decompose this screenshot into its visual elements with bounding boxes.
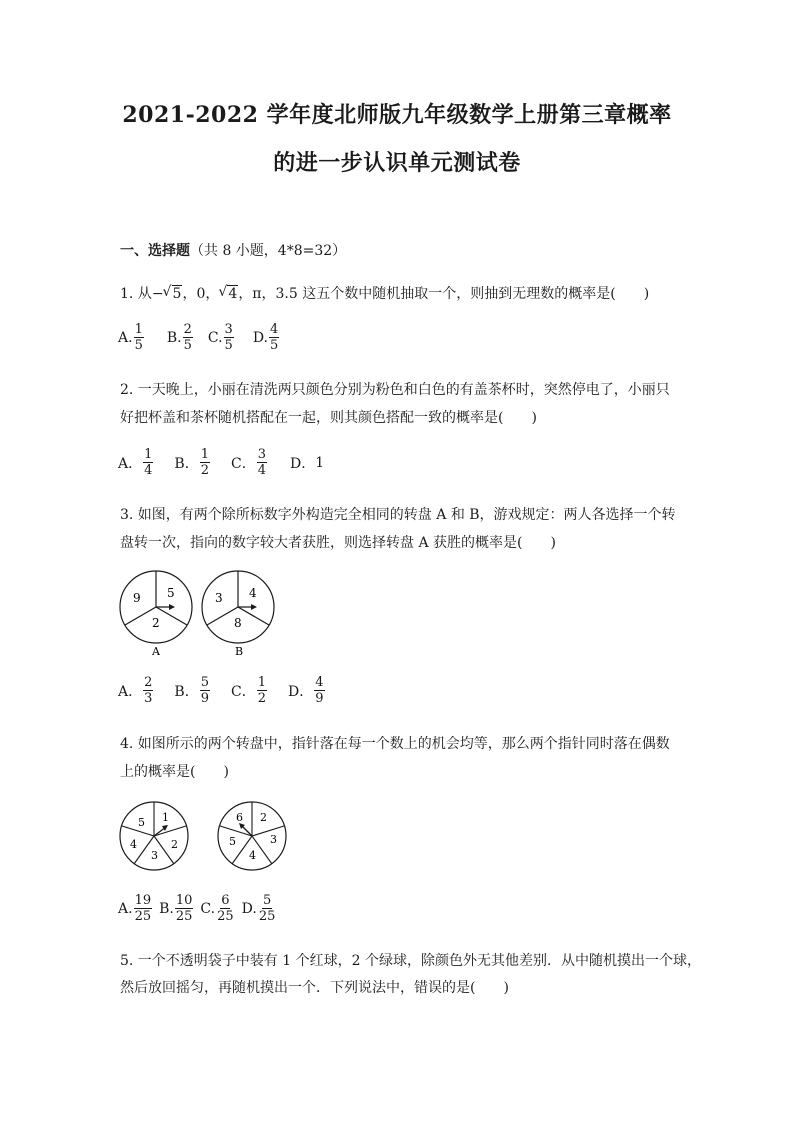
question-3-line2: 盘转一次，指向的数字较大者获胜，则选择转盘 A 获胜的概率是( ) — [120, 535, 556, 551]
question-2-line1: 2. 一天晚上，小丽在清洗两只颜色分别为粉色和白色的有盖茶杯时，突然停电了，小丽只 — [120, 382, 670, 398]
question-1-options — [118, 322, 280, 353]
q1-option-a[interactable]: A. $\frac{1}{5}$ — [118, 322, 143, 353]
spinner-left-num-3: 3 — [151, 849, 158, 862]
question-2-line2: 好把杯盖和茶杯随机搭配在一起，则其颜色搭配一致的概率是( ) — [120, 410, 537, 426]
spinner-left-num-5: 5 — [138, 816, 145, 829]
spinner-b — [202, 571, 274, 658]
spinner-a — [120, 571, 192, 658]
q1-rest: ，π，3.5 这五个数中随机抽取一个，则抽到无理数的概率是( ) — [238, 286, 650, 302]
spinner-right-num-4: 4 — [249, 849, 256, 862]
q3-option-a[interactable]: A． $\frac{2}{3}$ — [118, 675, 153, 706]
q2-option-b[interactable]: B． $\frac{1}{2}$ — [174, 447, 209, 478]
q3-option-b[interactable]: B． $\frac{5}{9}$ — [174, 675, 209, 706]
exam-title-line2: 的进一步认识单元测试卷 — [273, 150, 521, 176]
q1-minus: − — [151, 286, 164, 302]
spinner-a-num-9: 9 — [133, 591, 141, 605]
section-heading — [120, 240, 346, 260]
spinner-a-num-5: 5 — [167, 586, 175, 600]
question-2-options — [118, 447, 324, 478]
question-5-line2: 然后放回摇匀，再随机摸出一个．下列说法中，错误的是( ) — [120, 980, 509, 996]
exam-title-line1: 2021-2022 学年度北师版九年级数学上册第三章概率 — [122, 102, 672, 128]
spinner-right-num-5: 5 — [229, 835, 236, 848]
spinner-right-num-2: 2 — [260, 811, 267, 824]
q4-spinners-figure — [116, 796, 296, 880]
spinner-left-num-4: 4 — [130, 838, 137, 851]
q1-sqrt-4: √ 4 — [219, 286, 238, 302]
q4-option-c[interactable]: C. $\frac{6}{25}$ — [200, 893, 234, 924]
spinner-a-num-2: 2 — [152, 616, 160, 630]
spinner-left-num-2: 2 — [171, 838, 178, 851]
question-4-options — [118, 893, 277, 924]
q1-prefix: 1. 从 — [120, 286, 152, 302]
spinner-a-label: A — [152, 645, 160, 658]
q1-mid: ，0， — [182, 286, 220, 302]
q4-option-b[interactable]: B. $\frac{10}{25}$ — [159, 893, 193, 924]
spinner-left — [120, 802, 188, 870]
q4-option-a[interactable]: A. $\frac{19}{25}$ — [118, 893, 152, 924]
question-4-line2: 上的概率是( ) — [120, 764, 229, 780]
q3-option-d[interactable]: D． $\frac{4}{9}$ — [287, 675, 324, 706]
spinner-b-label: B — [235, 645, 244, 658]
section-title: 一、选择题 — [120, 243, 190, 259]
q1-option-c[interactable]: C. $\frac{3}{5}$ — [207, 322, 233, 353]
question-3-options — [118, 675, 326, 706]
spinner-b-num-4: 4 — [249, 586, 257, 600]
q3-spinners-figure — [115, 566, 285, 660]
question-1-stem — [120, 283, 649, 303]
q1-option-d[interactable]: D. $\frac{4}{5}$ — [252, 322, 279, 353]
q3-option-c[interactable]: C． $\frac{1}{2}$ — [230, 675, 266, 706]
spinner-left-num-1: 1 — [162, 811, 169, 824]
spinner-b-num-8: 8 — [234, 616, 242, 630]
spinner-b-num-3: 3 — [215, 591, 223, 605]
q4-option-d[interactable]: D. $\frac{5}{25}$ — [241, 893, 276, 924]
q2-option-a[interactable]: A． $\frac{1}{4}$ — [118, 447, 153, 478]
question-5-line1: 5. 一个不透明袋子中装有 1 个红球，2 个绿球，除颜色外无其他差别．从中随机摸出一个球， — [120, 953, 701, 969]
q1-sqrt-5: √ 5 — [164, 286, 183, 302]
spinner-right-num-6: 6 — [236, 811, 243, 824]
q1-option-b[interactable]: B. $\frac{2}{5}$ — [166, 322, 192, 353]
q2-option-d[interactable]: D． 1 — [289, 454, 325, 472]
question-4-line1: 4. 如图所示的两个转盘中，指针落在每一个数上的机会均等，那么两个指针同时落在偶数 — [120, 736, 670, 752]
spinner-right-num-3: 3 — [270, 833, 277, 846]
spinner-right — [218, 802, 286, 870]
section-note: （共 8 小题，4*8=32） — [190, 243, 347, 259]
question-3-line1: 3. 如图，有两个除所标数字外构造完全相同的转盘 A 和 B，游戏规定：两人各选择一个转 — [120, 507, 676, 523]
q2-option-c[interactable]: C． $\frac{3}{4}$ — [230, 447, 266, 478]
